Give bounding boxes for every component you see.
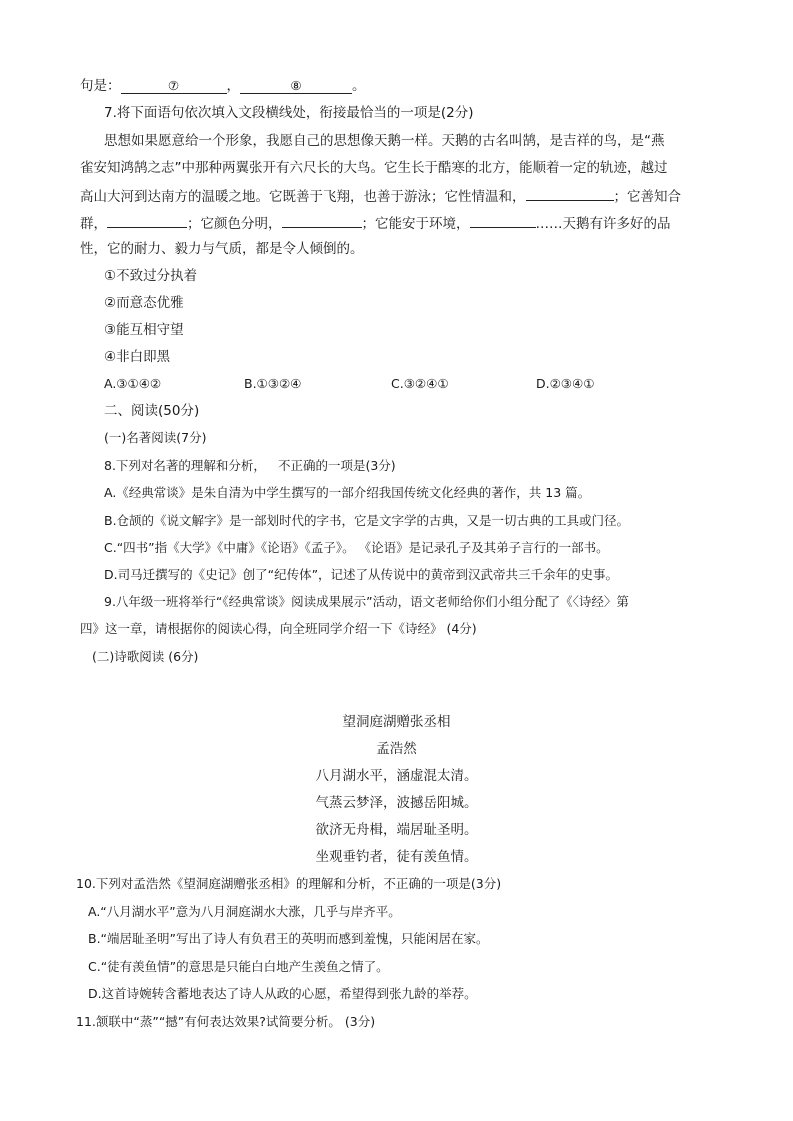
q7-passage-text: ；它颜色分明， [187,216,282,232]
q7-option-a[interactable]: A.③①④② [104,376,162,391]
poem-author: 孟浩然 [376,741,417,757]
q8-stem-b: 不正确的一项是(3分) [277,458,396,473]
q7-passage-line: 雀安知鸿鹄之志”中那种两翼张开有六尺长的大鸟。它生长于酷寒的北方，能顺着一定的轨迹，越过 [80,160,668,176]
q7-blank-4[interactable] [470,212,536,228]
q8-stem [104,456,396,476]
q7-blank-3[interactable] [282,212,362,228]
q7-option-d[interactable]: D.②③④① [536,376,595,391]
q6-comma: ， [226,78,240,94]
poem-title: 望洞庭湖赠张丞相 [342,714,451,730]
q6-prefix: 句是： [80,78,121,94]
q7-option-c[interactable]: C.③②④① [391,376,449,391]
q6-end: 。 [352,78,366,94]
q7-passage-text: 高山大河到达南方的温暖之地。它既善于飞翔，也善于游泳；它性情温和， [80,189,526,205]
q7-passage-line: 思想如果愿意给一个形象，我愿自己的思想像天鹅一样。天鹅的古名叫鹄，是吉祥的鸟，是“燕 [104,133,665,149]
q8-option-b[interactable]: B.仓颉的《说文解字》是一部划时代的字书，它是文字学的古典，又是一切古典的工具或门径。 [104,513,630,528]
q7-options [104,374,624,394]
q10-option-c[interactable]: C.“徒有羡鱼情”的意思是只能白白地产生羡鱼之情了。 [88,959,389,974]
q7-blank-2[interactable] [107,212,187,228]
q7-item: ④非白即黑 [104,349,171,365]
q8-option-d[interactable]: D.司马迁撰写的《史记》创了“纪传体”，记述了从传说中的黄帝到汉武帝共三千余年的史事。 [104,567,619,582]
blank-7[interactable]: ⑦ [121,78,227,94]
q7-blank-1[interactable] [526,185,614,201]
q7-passage-text: 群， [80,216,107,232]
q8-option-c[interactable]: C.“四书”指《大学》《中庸》《论语》《孟子》。 《论语》是记录孔子及其弟子言行的一部书。 [104,540,609,555]
q7-passage-text: ；它能安于环境， [361,216,470,232]
q9-line: 四》这一章，请根据你的阅读心得，向全班同学介绍一下《诗经》 (4分) [80,621,477,636]
poem-line: 气蒸云梦泽，波撼岳阳城。 [315,795,478,811]
q10-option-b[interactable]: B.“端居耻圣明”写出了诗人有负君王的英明而感到羞愧，只能闲居在家。 [88,931,489,946]
blank-8[interactable]: ⑧ [240,78,352,94]
q8-option-a[interactable]: A.《经典常谈》是朱自清为中学生撰写的一部介绍我国传统文化经典的著作，共 13 篇。 [104,485,591,500]
q11-stem: 11.颔联中“蒸”“撼”有何表达效果?试简要分析。 (3分) [76,1014,376,1029]
q7-passage-text: ；它善知合 [613,189,681,205]
q7-passage-text: ……天鹅有许多好的品 [535,216,671,232]
q7-item: ③能互相守望 [104,322,184,338]
poem-line: 坐观垂钓者，徒有羡鱼情。 [315,849,478,865]
poem-line: 欲济无舟楫，端居耻圣明。 [315,822,478,838]
q6-answer-line [80,76,366,96]
q7-item: ②而意态优雅 [104,295,184,311]
q7-passage-line [80,212,671,234]
q9-line: 9.八年级一班将举行“《经典常谈》阅读成果展示”活动，语文老师给你们小组分配了《〈诗经〉第 [104,594,629,609]
subsection-title: (二)诗歌阅读 (6分) [92,649,199,664]
q10-option-a[interactable]: A.“八月湖水平”意为八月洞庭湖水大涨，几乎与岸齐平。 [88,904,401,919]
q7-option-b[interactable]: B.①③②④ [244,376,302,391]
q7-stem: 7.将下面语句依次填入文段横线处，衔接最恰当的一项是(2分) [104,105,474,121]
poem-line: 八月湖水平，涵虚混太清。 [315,768,478,784]
q7-passage-line [80,185,681,207]
q7-item: ①不致过分执着 [104,268,198,284]
q10-stem: 10.下列对孟浩然《望洞庭湖赠张丞相》的理解和分析，不正确的一项是(3分) [76,876,502,891]
q8-stem-a: 8.下列对名著的理解和分析， [104,458,266,473]
section-title: 二、阅读(50分) [104,403,200,419]
q7-passage-line: 性，它的耐力、毅力与气质，都是令人倾倒的。 [80,241,364,257]
subsection-title: (一)名著阅读(7分) [104,430,207,445]
q10-option-d[interactable]: D.这首诗婉转含蓄地表达了诗人从政的心愿，希望得到张九龄的举荐。 [88,986,477,1001]
